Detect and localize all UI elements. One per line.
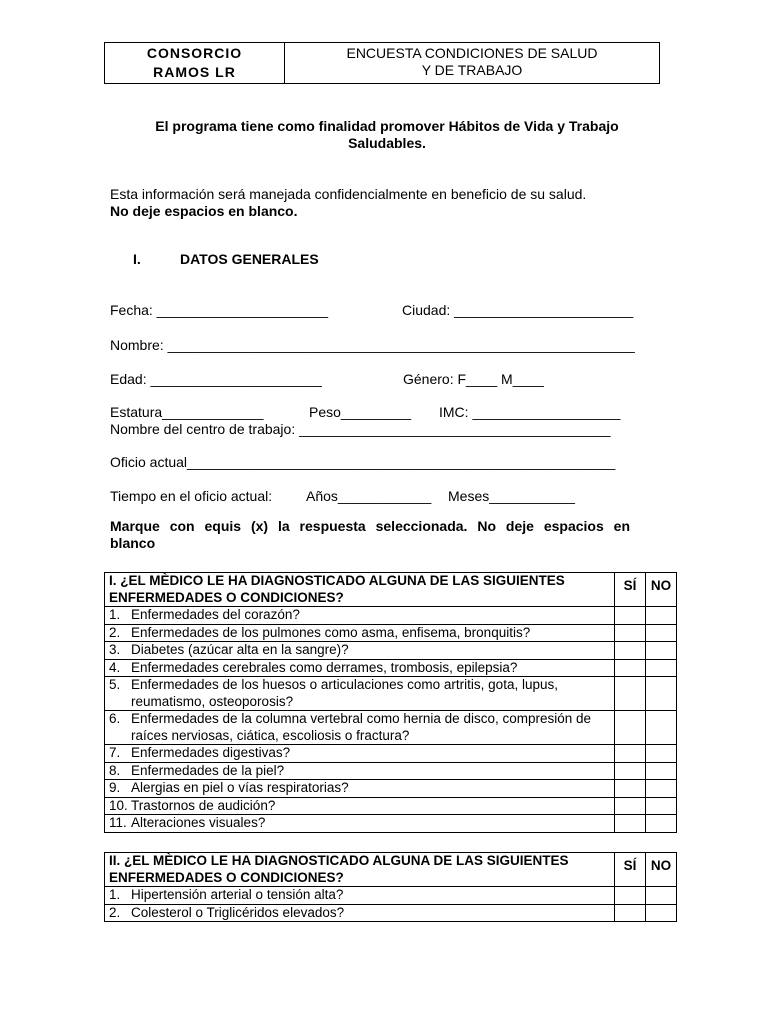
question-number: 10. xyxy=(109,797,128,813)
answer-yes-cell[interactable] xyxy=(615,780,646,798)
question-cell xyxy=(105,624,615,642)
question-text: Enfermedades del corazón? xyxy=(131,607,300,622)
table-row xyxy=(105,887,677,905)
question-cell xyxy=(105,677,615,711)
oficio-field[interactable]: Oficio actual_______________________________________________________ xyxy=(110,454,616,470)
question-number: 5. xyxy=(109,677,121,692)
centro-trabajo-field[interactable]: Nombre del centro de trabajo: ________________________________________ xyxy=(110,421,611,437)
imc-field[interactable]: IMC: ___________________ xyxy=(439,404,621,420)
diagnosis-table-2 xyxy=(104,852,677,922)
table1-col-no: NO xyxy=(646,573,677,607)
answer-no-cell[interactable] xyxy=(646,745,677,763)
answer-yes-cell[interactable] xyxy=(615,762,646,780)
answer-yes-cell[interactable] xyxy=(615,624,646,642)
table-row xyxy=(105,904,677,922)
section-number: I. xyxy=(133,251,141,267)
peso-field[interactable]: Peso_________ xyxy=(309,404,411,420)
answer-no-cell[interactable] xyxy=(646,887,677,905)
answer-no-cell[interactable] xyxy=(646,624,677,642)
answer-no-cell[interactable] xyxy=(646,642,677,660)
question-number: 9. xyxy=(109,780,121,795)
answer-no-cell[interactable] xyxy=(646,711,677,745)
question-number: 8. xyxy=(109,762,121,778)
table-row xyxy=(105,607,677,625)
confidentiality-note: Esta información será manejada confidencialmente en beneficio de su salud. xyxy=(110,186,587,202)
answer-yes-cell[interactable] xyxy=(615,904,646,922)
question-number: 1. xyxy=(109,887,121,902)
table-row xyxy=(105,797,677,815)
table2-col-no: NO xyxy=(646,853,677,887)
question-number: 3. xyxy=(109,642,121,657)
anos-field[interactable]: Años____________ xyxy=(306,488,432,504)
table1-heading: I. ¿EL MÈDICO LE HA DIAGNOSTICADO ALGUNA DE LAS SIGUIENTES ENFERMEDADES O CONDICIONES? xyxy=(105,573,615,607)
answer-no-cell[interactable] xyxy=(646,815,677,833)
tiempo-oficio-label: Tiempo en el oficio actual: xyxy=(110,488,273,504)
question-cell xyxy=(105,745,615,763)
answer-no-cell[interactable] xyxy=(646,904,677,922)
table-row xyxy=(105,642,677,660)
answer-yes-cell[interactable] xyxy=(615,711,646,745)
question-text: Alteraciones visuales? xyxy=(131,815,266,830)
instruction-line2: blanco xyxy=(110,535,156,551)
edad-field[interactable]: Edad: ______________________ xyxy=(110,371,322,387)
answer-no-cell[interactable] xyxy=(646,797,677,815)
purpose-line2: Saludables. xyxy=(348,135,426,151)
question-text: Enfermedades digestivas? xyxy=(131,745,291,760)
genero-field[interactable]: Género: F____ M____ xyxy=(403,371,544,387)
header-box xyxy=(104,42,660,84)
question-text: Trastornos de audición? xyxy=(131,797,276,813)
table-row xyxy=(105,711,677,745)
question-number: 11. xyxy=(109,815,127,830)
question-cell xyxy=(105,607,615,625)
answer-yes-cell[interactable] xyxy=(615,797,646,815)
answer-yes-cell[interactable] xyxy=(615,745,646,763)
table-row xyxy=(105,677,677,711)
answer-no-cell[interactable] xyxy=(646,659,677,677)
question-number: 7. xyxy=(109,745,121,760)
purpose-statement xyxy=(104,118,670,152)
purpose-line1: El programa tiene como finalidad promover Hábitos de Vida y Trabajo xyxy=(155,118,619,134)
nombre-field[interactable]: Nombre: ____________________________________________________________ xyxy=(110,337,635,353)
question-text: Enfermedades de los huesos o articulaciones como artritis, gota, lupus, reumatismo, osteoporosis? xyxy=(131,677,558,709)
answer-no-cell[interactable] xyxy=(646,677,677,711)
question-text: Colesterol o Triglicéridos elevados? xyxy=(131,904,345,920)
table-row xyxy=(105,762,677,780)
table2-col-yes: SÍ xyxy=(615,853,646,887)
table2-body xyxy=(105,887,677,922)
question-text: Hipertensión arterial o tensión alta? xyxy=(131,887,344,902)
question-cell xyxy=(105,642,615,660)
question-text: Alergias en piel o vías respiratorias? xyxy=(131,780,349,795)
diagnosis-table-1 xyxy=(104,572,677,833)
question-cell xyxy=(105,904,615,922)
answer-yes-cell[interactable] xyxy=(615,677,646,711)
survey-title-line2: Y DE TRABAJO xyxy=(421,62,523,78)
no-blank-note: No deje espacios en blanco. xyxy=(110,203,298,219)
question-number: 1. xyxy=(109,607,121,622)
answer-no-cell[interactable] xyxy=(646,607,677,625)
question-number: 6. xyxy=(109,711,121,726)
fecha-field[interactable]: Fecha: ______________________ xyxy=(110,302,328,318)
estatura-field[interactable]: Estatura_____________ xyxy=(110,404,264,420)
table-row xyxy=(105,815,677,833)
question-cell xyxy=(105,797,615,815)
answer-no-cell[interactable] xyxy=(646,762,677,780)
question-number: 2. xyxy=(109,904,121,920)
company-line1: CONSORCIO xyxy=(146,45,243,61)
meses-field[interactable]: Meses___________ xyxy=(448,488,575,504)
company-name xyxy=(105,43,285,83)
question-number: 4. xyxy=(109,659,121,675)
answer-no-cell[interactable] xyxy=(646,780,677,798)
question-text: Enfermedades de los pulmones como asma, enfisema, bronquitis? xyxy=(131,624,531,640)
question-text: Enfermedades cerebrales como derrames, trombosis, epilepsia? xyxy=(131,659,518,675)
answer-yes-cell[interactable] xyxy=(615,815,646,833)
table1-col-yes: SÍ xyxy=(615,573,646,607)
answer-yes-cell[interactable] xyxy=(615,659,646,677)
survey-title xyxy=(285,43,659,83)
table-row xyxy=(105,780,677,798)
answer-yes-cell[interactable] xyxy=(615,607,646,625)
answer-yes-cell[interactable] xyxy=(615,642,646,660)
survey-title-line1: ENCUESTA CONDICIONES DE SALUD xyxy=(346,45,598,61)
table-row xyxy=(105,659,677,677)
table-row xyxy=(105,745,677,763)
question-cell xyxy=(105,711,615,745)
question-cell xyxy=(105,780,615,798)
section-title: DATOS GENERALES xyxy=(180,251,319,267)
question-text: Diabetes (azúcar alta en la sangre)? xyxy=(131,642,349,657)
answer-yes-cell[interactable] xyxy=(615,887,646,905)
table-row xyxy=(105,624,677,642)
question-text: Enfermedades de la piel? xyxy=(131,762,285,778)
question-cell xyxy=(105,762,615,780)
question-number: 2. xyxy=(109,624,121,640)
question-text: Enfermedades de la columna vertebral como hernia de disco, compresión de raíces nerviosas, ciática, escoliosis o fractura? xyxy=(131,711,592,743)
ciudad-field[interactable]: Ciudad: _______________________ xyxy=(402,302,634,318)
table2-heading: II. ¿EL MÈDICO LE HA DIAGNOSTICADO ALGUNA DE LAS SIGUIENTES ENFERMEDADES O CONDICIONES? xyxy=(105,853,615,887)
company-line2: RAMOS LR xyxy=(153,64,236,80)
table1-body xyxy=(105,607,677,833)
question-cell xyxy=(105,887,615,905)
question-cell xyxy=(105,659,615,677)
question-cell xyxy=(105,815,615,833)
instruction-line1: Marque con equis (x) la respuesta seleccionada. No deje espacios en xyxy=(110,518,630,534)
